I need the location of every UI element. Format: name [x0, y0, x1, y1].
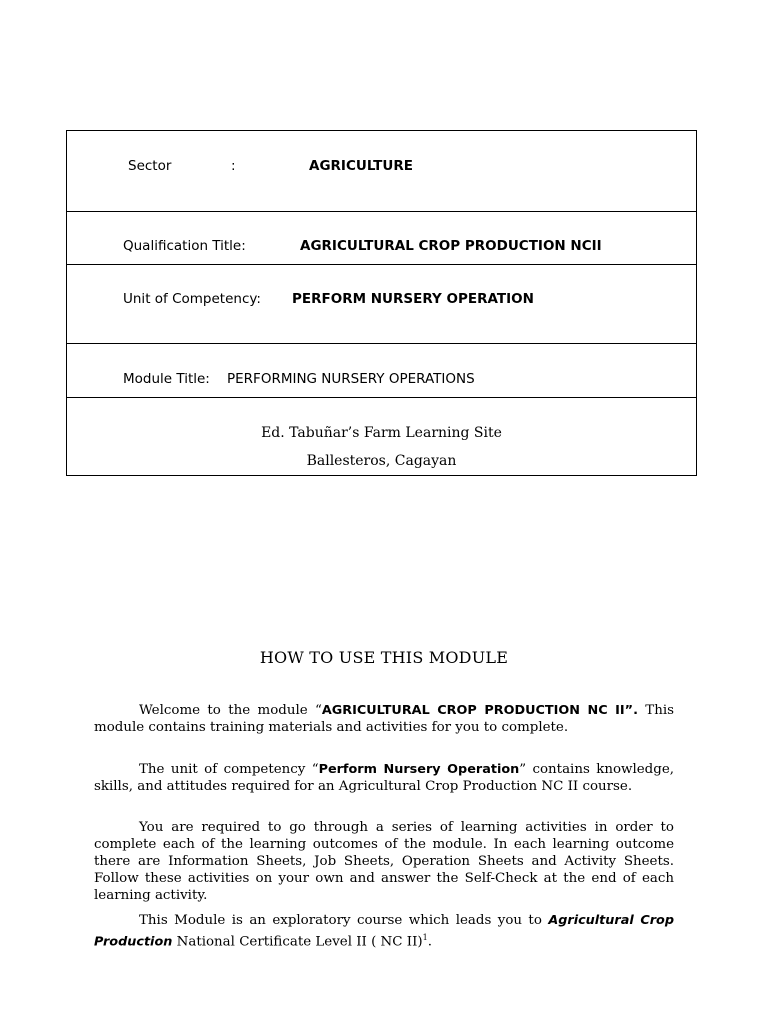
paragraph-welcome [94, 702, 674, 736]
unit-value: PERFORM NURSERY OPERATION [292, 291, 534, 307]
site-name: Ed. Tabuñar’s Farm Learning Site [261, 425, 502, 441]
p2-text-c: ” contains knowledge, skills, and attitudes required for an Agricultural Crop Production NC II course. [94, 762, 675, 794]
unit-label: Unit of Competency: [123, 291, 261, 307]
site-location: Ballesteros, Cagayan [306, 453, 457, 469]
p2-unit-name: Perform Nursery Operation [318, 762, 520, 777]
sector-row [67, 131, 696, 212]
qualification-row [67, 212, 696, 265]
module-row [67, 344, 696, 398]
p3-text: You are required to go through a series of learning activities in order to complete each of the learning outcomes of the module. In each learning outcome there are Information Sheets, Job Sheets, Operation Sheets and Activity Sheets. Follow these activities on your own and answer the Self-Check at the end of each learning activity. [94, 820, 674, 903]
qualification-label: Qualification Title: [123, 238, 246, 254]
module-label: Module Title: [123, 371, 210, 387]
p1-module-name: AGRICULTURAL CROP PRODUCTION NC II”. [321, 703, 638, 718]
p4-text-d: . [427, 934, 432, 950]
p4-text-a: This Module is an exploratory course which leads you to [139, 913, 549, 928]
paragraph-unit [94, 761, 674, 795]
unit-row [67, 265, 696, 344]
qualification-value: AGRICULTURAL CROP PRODUCTION NCII [300, 238, 602, 254]
p4-course-name: Agricultural Crop Production [94, 913, 674, 950]
module-info-table [66, 130, 697, 476]
p4-text-c: National Certificate Level II ( NC II) [172, 934, 423, 950]
p1-text-a: Welcome to the module “ [139, 703, 322, 718]
sector-value: AGRICULTURE [309, 158, 413, 174]
paragraph-exploratory [94, 912, 674, 950]
p1-text-c: This module contains training materials and activities for you to complete. [94, 703, 674, 735]
p2-text-a: The unit of competency “ [139, 762, 319, 777]
module-value: PERFORMING NURSERY OPERATIONS [227, 371, 475, 387]
section-heading: HOW TO USE THIS MODULE [259, 648, 509, 667]
footnote-marker: 1 [422, 933, 428, 942]
site-row [67, 398, 696, 476]
paragraph-activities [94, 819, 674, 904]
sector-label: Sector [128, 158, 172, 174]
sector-colon: : [231, 158, 236, 174]
